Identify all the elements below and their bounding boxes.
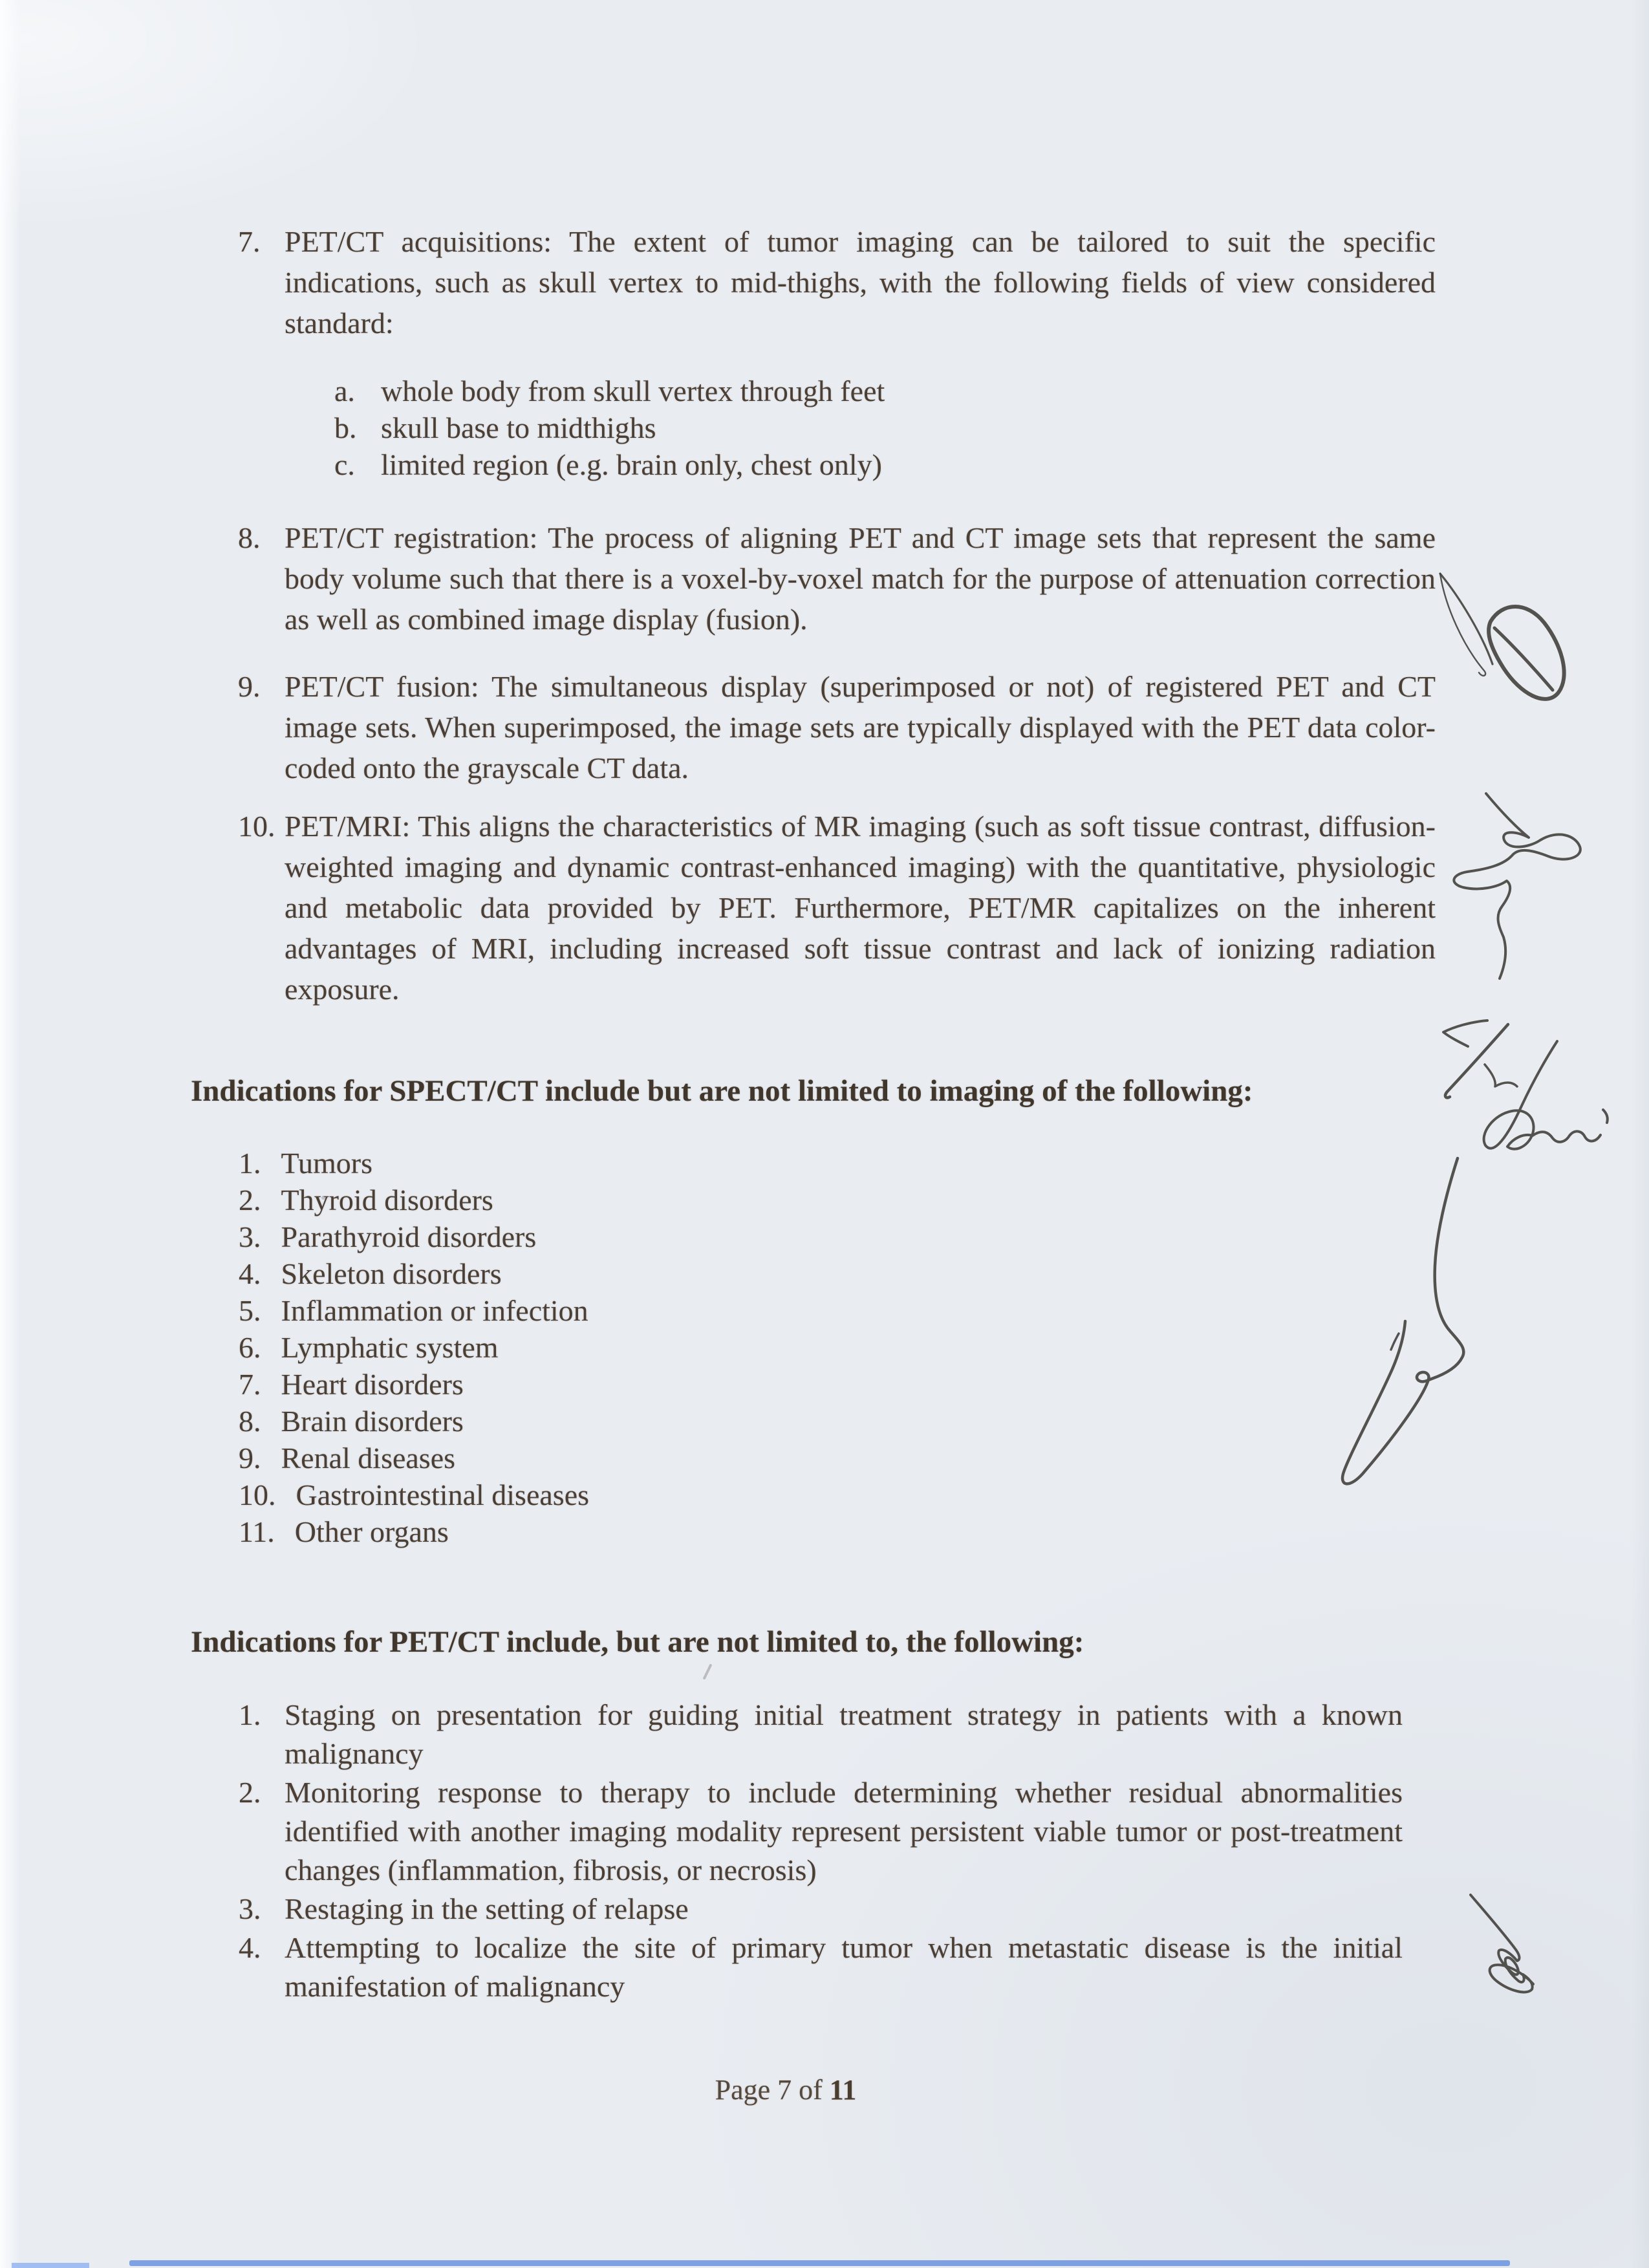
list-number: 2. [239, 1183, 261, 1216]
scan-speck [321, 1196, 325, 1200]
list-number: 1. [239, 1147, 261, 1180]
list-item [239, 1440, 1441, 1476]
list-text: Lymphatic system [281, 1331, 499, 1364]
definition-item-7 [238, 221, 1436, 343]
list-item [239, 1928, 1403, 2006]
signature-flourish-large [1313, 1154, 1636, 1555]
definition-item-10 [238, 806, 1436, 1010]
list-number: 8. [238, 521, 261, 554]
sublist-label: c. [334, 448, 355, 481]
list-item [239, 1218, 1441, 1255]
list-number: 11. [239, 1515, 275, 1548]
list-text: Thyroid disorders [281, 1183, 493, 1216]
list-text: Parathyroid disorders [281, 1220, 537, 1253]
list-number: 10. [239, 1478, 276, 1511]
list-text: Inflammation or infection [281, 1294, 588, 1327]
list-text: Skeleton disorders [281, 1257, 502, 1290]
pet-ct-indications-heading: Indications for PET/CT include, but are not limited to, the following: [191, 1625, 1084, 1659]
list-text: Monitoring response to therapy to include determining whether residual abnormalities identified with another imaging modality represent persistent viable tumor or post-treatment changes (inflammation, fibrosis, or necrosis) [285, 1776, 1403, 1886]
list-text: Restaging in the setting of relapse [285, 1892, 689, 1925]
list-item [239, 1182, 1441, 1218]
scanner-edge-line-corner [12, 2263, 89, 2268]
list-number: 9. [238, 670, 261, 703]
list-text: Renal diseases [281, 1442, 456, 1474]
definition-item-8 [238, 517, 1436, 640]
sublist-label: a. [334, 374, 355, 407]
initials-flourish-scribble [1390, 792, 1604, 993]
spect-ct-indications-heading: Indications for SPECT/CT include but are not limited to imaging of the following: [191, 1074, 1253, 1108]
pencil-mark [703, 1663, 713, 1679]
definition-text: PET/MRI: This aligns the characteristics of MR imaging (such as soft tissue contrast, diffusion-weighted imaging and dynamic contrast-enhanced imaging) with the quantitative, physiologic and metabolic data provided by PET. Furthermore, PET/MR capitalizes on the inherent advantages of MRI, including increased soft tissue contrast and lack of ionizing radiation exposure. [285, 810, 1436, 1006]
list-number: 7. [239, 1368, 261, 1401]
pet-ct-indications-list [239, 1696, 1403, 2006]
list-item [239, 1366, 1441, 1403]
list-text: Gastrointestinal diseases [296, 1478, 590, 1511]
sublist-text: limited region (e.g. brain only, chest only) [381, 448, 882, 481]
list-text: Heart disorders [281, 1368, 464, 1401]
footer-page-total: 11 [829, 2074, 857, 2106]
sublist-label: b. [334, 411, 357, 444]
list-text: Tumors [281, 1147, 372, 1180]
sublist-text: whole body from skull vertex through feet [381, 374, 885, 407]
list-number: 6. [239, 1331, 261, 1364]
footer-page-label: Page 7 of [715, 2074, 830, 2106]
definition-text: PET/CT acquisitions: The extent of tumor imaging can be tailored to suit the specific indications, such as skull vertex to mid-thighs, with the following fields of view considered standard: [285, 225, 1436, 340]
list-number: 4. [239, 1257, 261, 1290]
list-text: Attempting to localize the site of primary tumor when metastatic disease is the initial manifestation of malignancy [285, 1931, 1403, 2003]
list-text: Other organs [294, 1515, 449, 1548]
list-text: Brain disorders [281, 1405, 464, 1438]
scanner-edge-line [129, 2260, 1510, 2266]
spect-ct-indications-list [239, 1145, 1441, 1550]
list-item [239, 1513, 1441, 1550]
sublist-item-b [334, 409, 1304, 446]
list-item [239, 1403, 1441, 1440]
sublist-item-a [334, 373, 1304, 409]
list-number: 9. [239, 1442, 261, 1474]
list-number: 3. [239, 1220, 261, 1253]
definition-text: PET/CT registration: The process of aligning PET and CT image sets that represent the same body volume such that there is a voxel-by-voxel match for the purpose of attenuation correction as well as combined image display (fusion). [285, 521, 1436, 636]
list-item [239, 1476, 1441, 1513]
initials-loop-scribble [1426, 566, 1588, 721]
list-number: 3. [239, 1892, 261, 1925]
list-number: 5. [239, 1294, 261, 1327]
sublist-item-c [334, 446, 1304, 483]
list-number: 10. [238, 810, 275, 843]
initials-small-zigzag [1468, 1888, 1630, 2050]
list-item [239, 1292, 1441, 1329]
definition-item-9 [238, 666, 1436, 788]
list-number: 2. [239, 1776, 261, 1809]
list-item [239, 1145, 1441, 1182]
list-item [239, 1890, 1403, 1928]
list-number: 8. [239, 1405, 261, 1438]
list-text: Staging on presentation for guiding initial treatment strategy in patients with a known malignancy [285, 1698, 1403, 1770]
definition-text: PET/CT fusion: The simultaneous display (superimposed or not) of registered PET and CT image sets. When superimposed, the image sets are typically displayed with the PET data color-coded onto the grayscale CT data. [285, 670, 1436, 784]
list-item [239, 1255, 1441, 1292]
list-item [239, 1773, 1403, 1890]
list-item [239, 1696, 1403, 1773]
sublist-text: skull base to midthighs [381, 411, 656, 444]
page-number-footer [285, 2073, 1287, 2106]
list-number: 1. [239, 1698, 261, 1731]
list-number: 4. [239, 1931, 261, 1964]
fields-of-view-sublist [334, 373, 1304, 483]
list-number: 7. [238, 225, 261, 258]
list-item [239, 1329, 1441, 1366]
